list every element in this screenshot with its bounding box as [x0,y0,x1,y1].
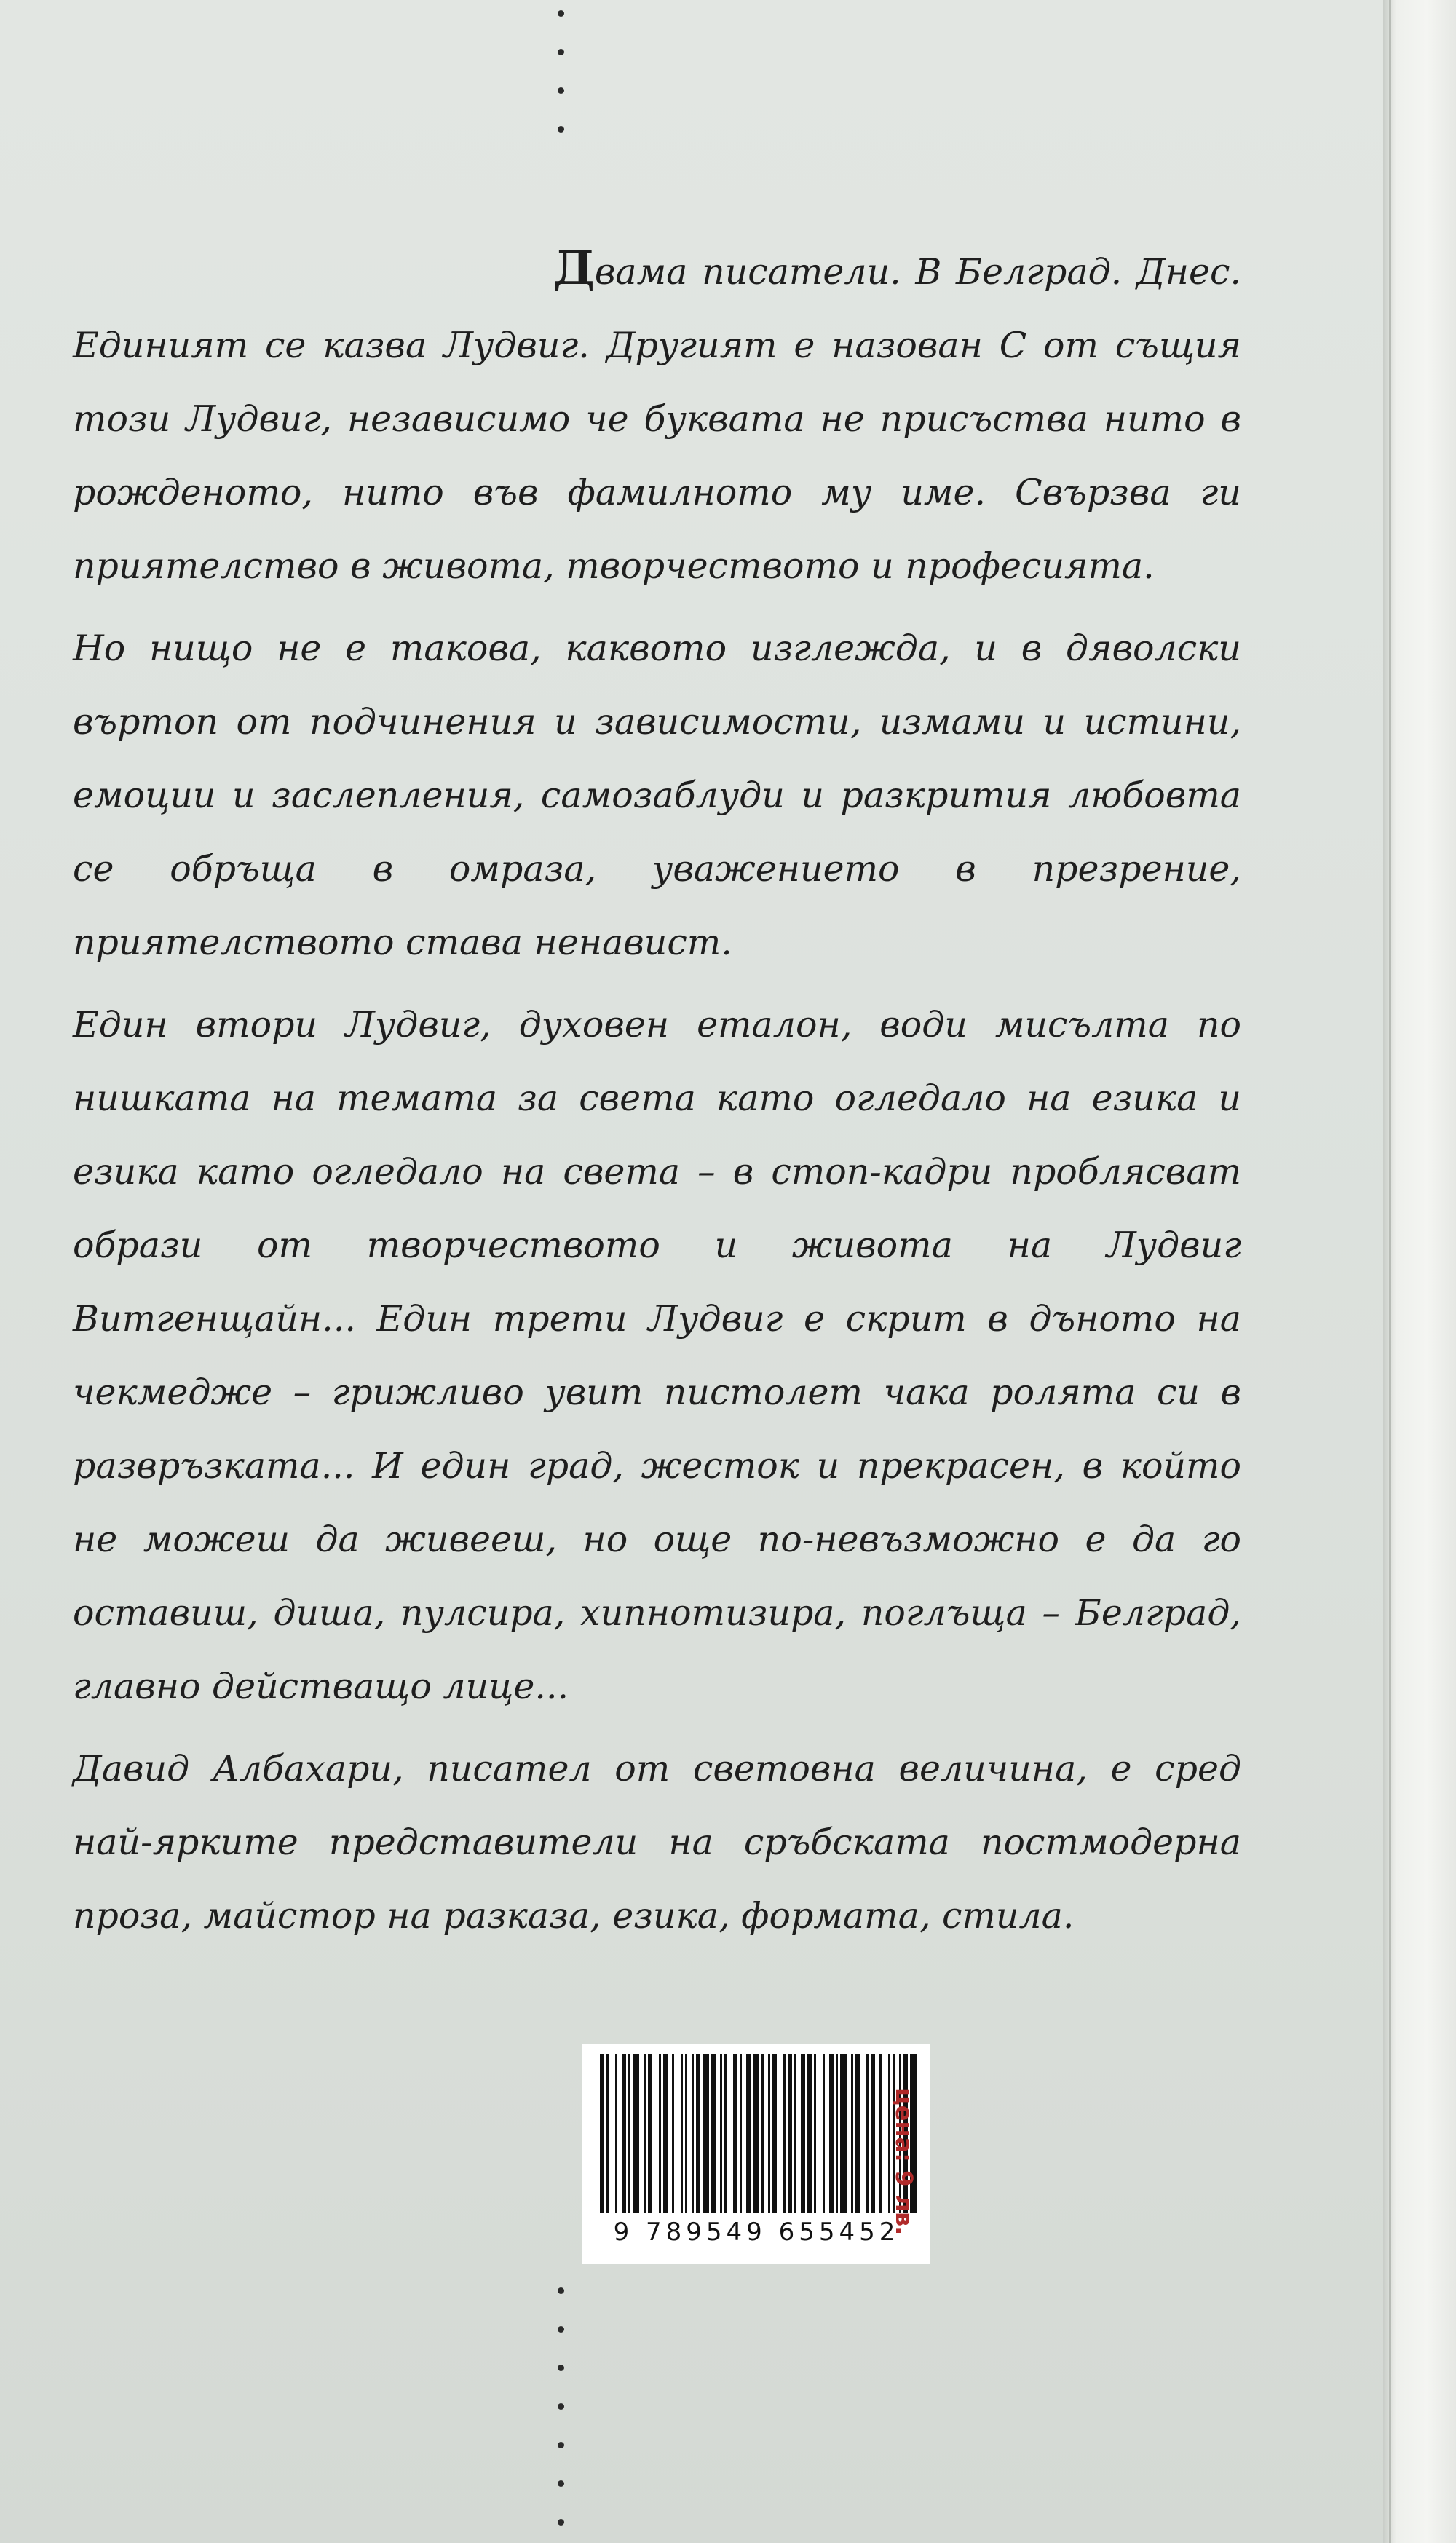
barcode-bar [644,2054,646,2213]
barcode-bar [772,2054,777,2213]
barcode-bar [606,2054,609,2213]
ornament-dot [558,87,564,94]
barcode-bar [622,2054,626,2213]
ornament-dot [558,126,564,133]
blurb-paragraph-4: Давид Албахари, писател от световна величина, е сред най-ярките представители на сръбската постмодерна проза, майстор на разказа, езика, формата, стила. [73,1748,1241,1937]
ornament-dot [558,2326,564,2333]
barcode-bar [696,2054,700,2213]
barcode-bar [681,2054,683,2213]
barcode-bar [663,2054,668,2213]
barcode-bars [582,2044,930,2219]
isbn-barcode [582,2044,930,2264]
ornament-dot [558,2403,564,2410]
isbn-digits: 9 789549 655452 [613,2218,900,2247]
blurb-paragraph-2: Но нищо не е такова, каквото изглежда, и в дяволски въртоп от подчинения и зависимости, измами и истини, емоции и заслепления, самозаблуди и разкрития любовта се обръща в омраза, уважението в презрение, приятелството става ненавист. [73,628,1241,963]
blurb-paragraph-3: Един втори Лудвиг, духовен еталон, води мисълта по нишката на темата за света като огледало на езика и езика като огледало на света – в стоп-кадри проблясват образи от творчеството и живота на Лудвиг Витгенщайн... Един трети Лудвиг е скрит в дъното на чекмедже – грижливо увит пистолет чака ролята си в развръзката... И един град, жесток и прекрасен, в който не можеш да живееш, но още по-невъзможно е да го оставиш, диша, пулсира, хипнотизира, поглъща – Белград, главно действащо лице... [73,1004,1241,1707]
barcode-bar [840,2054,847,2213]
ornament-dot [558,2519,564,2526]
barcode-bar [692,2054,694,2213]
drop-cap: Д [553,241,595,296]
blurb-paragraph-1-text: вама писатели. В Белград. Днес. Единият се казва Лудвиг. Другият е назован С от същия този Лудвиг, независимо че буквата не присъства нито в рожденото, нито във фамилното му име. Свързва ги приятелство в живота, творчеството и професията. [73,251,1241,587]
barcode-bar [783,2054,786,2213]
barcode-bar [753,2054,759,2213]
barcode-bar [879,2054,882,2213]
barcode-bar [855,2054,860,2213]
bottom-dot-ornament [555,2287,566,2526]
barcode-bar [807,2054,812,2213]
barcode-bar [633,2054,639,2213]
barcode-bar [801,2054,805,2213]
barcode-bar [746,2054,751,2213]
blurb-paragraph-1 [73,232,1241,603]
barcode-bar [794,2054,796,2213]
ornament-dot [558,49,564,55]
barcode-bar [685,2054,687,2213]
barcode-bar [628,2054,630,2213]
barcode-bar [814,2054,816,2213]
barcode-bar [788,2054,792,2213]
ornament-dot [558,2287,564,2294]
ornament-dot [558,2365,564,2371]
barcode-bar [720,2054,722,2213]
barcode-bar [740,2054,742,2213]
ornament-dot [558,2480,564,2487]
barcode-bar [733,2054,737,2213]
barcode-bar [866,2054,869,2213]
barcode-bar [648,2054,652,2213]
barcode-bar [659,2054,661,2213]
barcode-bar [761,2054,764,2213]
barcode-bar [768,2054,770,2213]
barcode-bar [851,2054,853,2213]
top-dot-ornament [555,10,566,133]
price-label: цена: 9 лв. [890,2088,918,2236]
barcode-bar [703,2054,709,2213]
spine-line [1389,0,1391,2543]
ornament-dot [558,10,564,17]
barcode-bar [871,2054,875,2213]
barcode-bar [615,2054,617,2213]
ornament-dot [558,2442,564,2448]
barcode-bar [672,2054,674,2213]
barcode-bar [829,2054,834,2213]
barcode-bar [600,2054,604,2213]
blurb-text [73,232,1241,1961]
barcode-bar [823,2054,825,2213]
barcode-bar [711,2054,716,2213]
page-edge [1383,0,1456,2543]
barcode-bar [724,2054,727,2213]
barcode-bar [836,2054,838,2213]
